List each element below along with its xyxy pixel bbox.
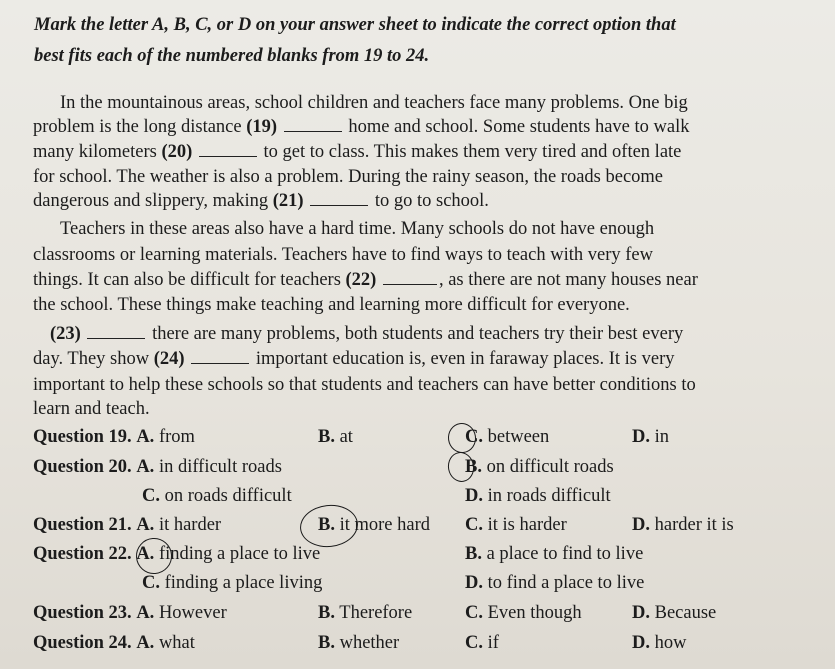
option-letter-c: C. [142, 486, 160, 506]
option-d-text: in [654, 427, 670, 447]
passage-p2-line-2: classrooms or learning materials. Teachers have to find ways to teach with very few [33, 245, 653, 265]
question-20-option-c [142, 486, 292, 507]
option-letter-c: C. [465, 427, 483, 447]
option-d-text: Because [654, 603, 717, 623]
option-a-text: finding a place to live [158, 544, 321, 564]
question-19-option-c [465, 427, 549, 448]
blank-23 [87, 337, 145, 339]
option-c-text: it is harder [487, 515, 567, 535]
option-letter-a: A. [136, 603, 155, 623]
question-24-option-c [465, 633, 499, 654]
option-c-text: finding a place living [164, 573, 323, 593]
passage-text: many kilometers [33, 142, 157, 162]
question-21 [33, 515, 221, 536]
passage-text: important education is, even in faraway places. It is very [255, 349, 675, 369]
passage-p2-line-1: Teachers in these areas also have a hard time. Many schools do not have enough [60, 219, 655, 239]
option-letter-a: A. [136, 515, 155, 535]
option-letter-b: B. [318, 427, 335, 447]
passage-text: things. It can also be difficult for teachers [33, 270, 341, 290]
passage-p3-line-1 [50, 323, 683, 345]
question-19 [33, 427, 195, 448]
option-b-text: Therefore [339, 603, 413, 623]
option-a-text: in difficult roads [158, 457, 282, 477]
instruction-line-1: Mark the letter A, B, C, or D on your answer sheet to indicate the correct option that [34, 15, 676, 35]
option-letter-c: C. [465, 515, 483, 535]
question-19-option-b [318, 427, 353, 448]
option-letter-a: A. [136, 457, 155, 477]
option-c-text: between [487, 427, 550, 447]
option-d-text: how [654, 633, 687, 653]
passage-p3-line-3: important to help these schools so that students and teachers can have better conditions to [33, 375, 696, 395]
question-label: Question 21. [33, 515, 132, 535]
passage-text: dangerous and slippery, making [33, 191, 269, 211]
passage-p3-line-4: learn and teach. [33, 399, 150, 419]
option-b-text: on difficult roads [486, 457, 614, 477]
question-24 [33, 633, 195, 654]
option-c-text: on roads difficult [164, 486, 292, 506]
blank-19 [284, 130, 342, 132]
question-21-option-d [632, 515, 734, 536]
passage-text: , as there are not many houses near [438, 270, 698, 290]
blank-number-21: (21) [272, 191, 304, 211]
question-20-option-d [465, 486, 611, 507]
passage-p1-line-3 [33, 141, 681, 163]
option-letter-b: B. [465, 544, 482, 564]
option-a-text: what [158, 633, 195, 653]
option-c-text: if [487, 633, 499, 653]
passage-text: day. They show [33, 349, 150, 369]
instruction-line-2: best fits each of the numbered blanks from 19 to 24. [34, 46, 430, 66]
option-a-text: from [158, 427, 195, 447]
question-21-option-c [465, 515, 567, 536]
option-letter-a: A. [136, 633, 155, 653]
question-19-option-d [632, 427, 669, 448]
question-22-option-c [142, 573, 322, 594]
option-letter-c: C. [465, 633, 483, 653]
option-letter-a: A. [136, 427, 155, 447]
blank-21 [310, 204, 368, 206]
question-23-option-d [632, 603, 716, 624]
question-22 [33, 544, 320, 565]
passage-p1-line-4: for school. The weather is also a problem. During the rainy season, the roads become [33, 167, 664, 187]
question-21-option-b [318, 515, 430, 536]
option-letter-d: D. [632, 633, 650, 653]
passage-text: there are many problems, both students and teachers try their best every [152, 324, 684, 344]
option-b-text: whether [339, 633, 400, 653]
blank-number-20: (20) [161, 142, 193, 162]
option-b-text: it more hard [339, 515, 431, 535]
option-a-text: However [158, 603, 227, 623]
passage-text: problem is the long distance [33, 117, 242, 137]
option-letter-c: C. [142, 573, 160, 593]
option-letter-a: A. [136, 544, 155, 564]
option-letter-b: B. [465, 457, 482, 477]
option-b-text: at [339, 427, 353, 447]
passage-text: to go to school. [374, 191, 489, 211]
option-d-text: to find a place to live [487, 573, 645, 593]
option-letter-c: C. [465, 603, 483, 623]
question-label: Question 20. [33, 457, 132, 477]
question-label: Question 22. [33, 544, 132, 564]
question-24-option-d [632, 633, 687, 654]
passage-text: to get to class. This makes them very tired and often late [263, 142, 682, 162]
option-letter-d: D. [465, 486, 483, 506]
question-label: Question 24. [33, 633, 132, 653]
blank-20 [199, 155, 257, 157]
passage-text: home and school. Some students have to walk [348, 117, 690, 137]
question-23-option-b [318, 603, 412, 624]
option-letter-d: D. [632, 427, 650, 447]
question-20 [33, 457, 282, 478]
option-letter-b: B. [318, 633, 335, 653]
question-22-option-d [465, 573, 644, 594]
question-20-option-b [465, 457, 614, 478]
blank-number-23: (23) [50, 324, 81, 344]
blank-number-19: (19) [246, 117, 278, 137]
question-24-option-b [318, 633, 399, 654]
passage-p2-line-4: the school. These things make teaching and learning more difficult for everyone. [33, 295, 630, 315]
passage-p2-line-3 [33, 269, 698, 291]
question-22-option-b [465, 544, 643, 565]
option-d-text: in roads difficult [487, 486, 611, 506]
blank-22 [383, 283, 437, 285]
option-letter-d: D. [465, 573, 483, 593]
question-23 [33, 603, 227, 624]
passage-p3-line-2 [33, 348, 675, 370]
option-letter-b: B. [318, 515, 335, 535]
passage-p1-line-5 [33, 190, 489, 212]
option-b-text: a place to find to live [486, 544, 644, 564]
blank-number-24: (24) [153, 349, 185, 369]
question-label: Question 19. [33, 427, 132, 447]
passage-p1-line-1: In the mountainous areas, school children and teachers face many problems. One big [60, 93, 688, 113]
question-23-option-c [465, 603, 582, 624]
question-label: Question 23. [33, 603, 132, 623]
option-a-text: it harder [158, 515, 222, 535]
option-d-text: harder it is [654, 515, 734, 535]
option-c-text: Even though [487, 603, 582, 623]
passage-p1-line-2 [33, 116, 689, 138]
blank-number-22: (22) [345, 270, 377, 290]
option-letter-d: D. [632, 603, 650, 623]
option-letter-d: D. [632, 515, 650, 535]
option-letter-b: B. [318, 603, 335, 623]
blank-24 [191, 362, 249, 364]
